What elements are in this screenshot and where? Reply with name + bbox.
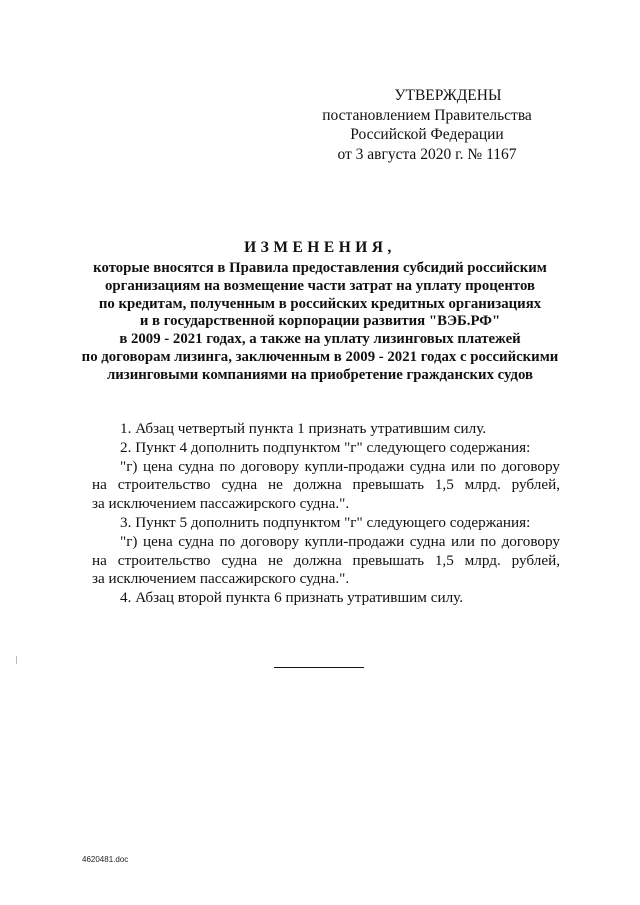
file-name-label: 4620481.doc <box>82 855 129 864</box>
approval-title: УТВЕРЖДЕНЫ <box>394 87 502 104</box>
item-3-quote-line: "г) цена судна по договору купли-продажи судна или по договору <box>120 532 560 550</box>
document-title: ИЗМЕНЕНИЯ, <box>244 239 396 256</box>
scan-mark <box>16 656 17 664</box>
heading-line: организациям на возмещение части затрат на уплату процентов <box>105 277 535 294</box>
paragraph-item-1: 1. Абзац четвертый пункта 1 признать утратившим силу. <box>120 420 487 437</box>
approval-line-resolution: постановлением Правительства <box>322 106 532 124</box>
approval-line-government: Российской Федерации <box>350 126 504 143</box>
heading-line: лизинговыми компаниями на приобретение гражданских судов <box>106 366 534 383</box>
item-2-quote-line: "г) цена судна по договору купли-продажи судна или по договору <box>120 457 560 475</box>
heading-line: в 2009 - 2021 годах, а также на уплату лизинговых платежей <box>119 331 521 348</box>
approval-line-date-number: от 3 августа 2020 г. № 1167 <box>337 145 517 163</box>
item-2-quote-line: на строительство судна не должна превышать 1,5 млрд. рублей, <box>92 476 560 494</box>
paragraph-item-3: 3. Пункт 5 дополнить подпунктом "г" следующего содержания: <box>120 513 531 531</box>
heading-line: по кредитам, полученным в российских кредитных организациях <box>98 295 542 312</box>
end-divider <box>274 667 364 668</box>
item-3-quote-line: за исключением пассажирского судна.". <box>92 570 350 588</box>
item-3-quote-line: на строительство судна не должна превышать 1,5 млрд. рублей, <box>92 551 560 569</box>
heading-line: по договорам лизинга, заключенным в 2009 - 2021 годах с российскими <box>81 348 559 365</box>
heading-line: которые вносятся в Правила предоставления субсидий российским <box>93 260 547 276</box>
paragraph-item-2: 2. Пункт 4 дополнить подпунктом "г" следующего содержания: <box>120 438 531 456</box>
heading-line: и в государственной корпорации развития "ВЭБ.РФ" <box>139 313 501 330</box>
document-body <box>92 420 560 608</box>
document-heading <box>70 238 570 385</box>
item-2-quote-line: за исключением пассажирского судна.". <box>92 495 350 513</box>
paragraph-item-4: 4. Абзац второй пункта 6 признать утратившим силу. <box>120 589 464 607</box>
approval-block <box>300 86 554 164</box>
